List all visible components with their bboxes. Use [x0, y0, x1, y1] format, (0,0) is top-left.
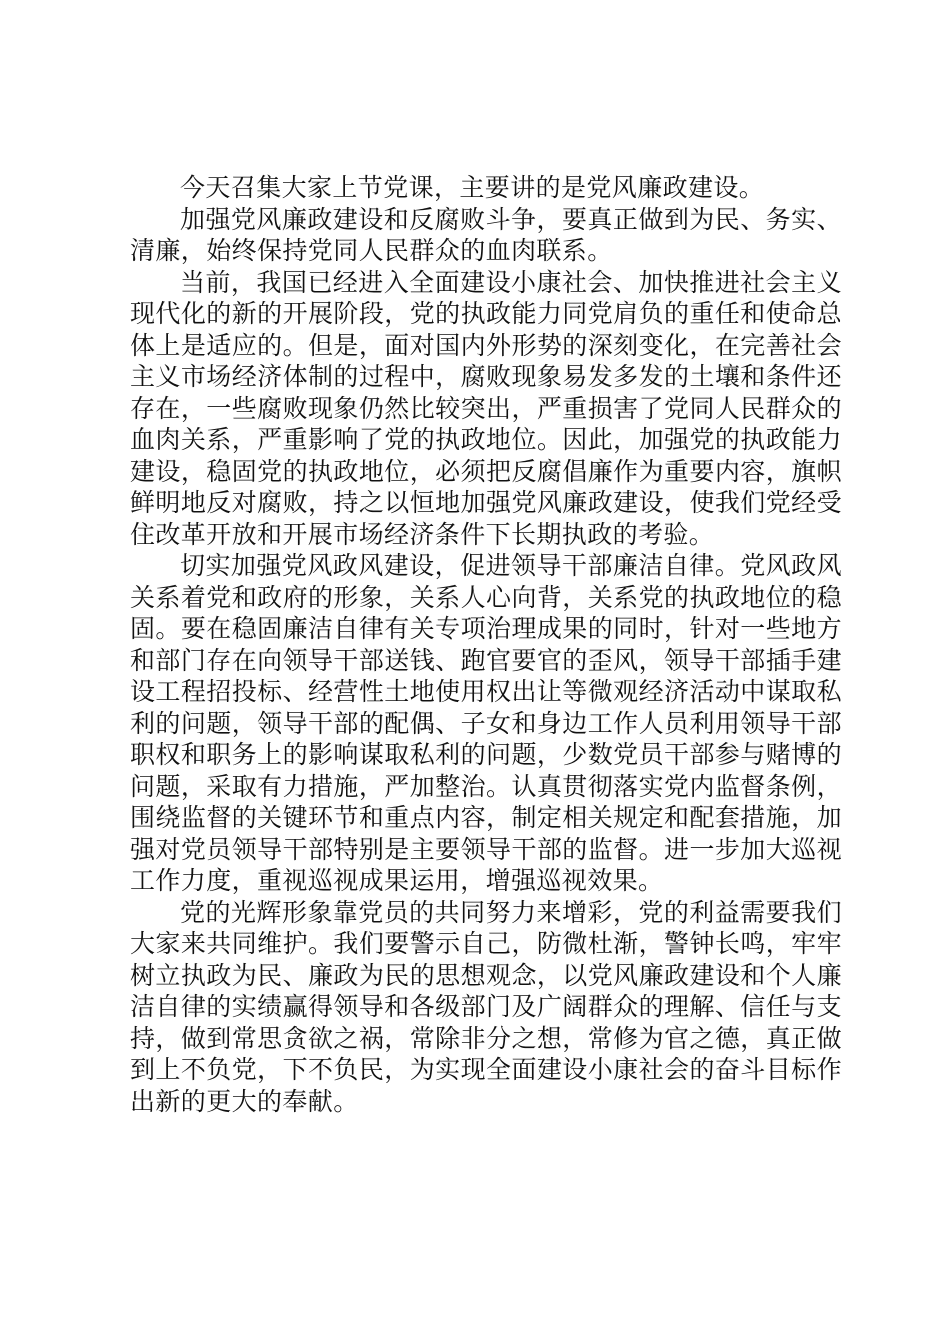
paragraph-opening: 今天召集大家上节党课，主要讲的是党风廉政建设。 [180, 173, 765, 202]
paragraph-conclusion: 党的光辉形象靠党员的共同努力来增彩，党的利益需要我们大家来共同维护。我们要警示自己，防微杜渐，警钟长鸣，牢牢树立执政为民、廉政为民的思想观念，以党风廉政建设和个人廉洁自律的实绩赢得领导和各级部门及广阔群众的理解、信任与支持，做到常思贪欲之祸，常除非分之想，常修为官之德，真正做到上不负党，下不负民，为实现全面建设小康社会的奋斗目标作出新的更大的奉献。 [130, 897, 842, 1116]
paragraph-party-style: 切实加强党风政风建设，促进领导干部廉洁自律。党风政风关系着党和政府的形象，关系人心向背，关系党的执政地位的稳固。要在稳固廉洁自律有关专项治理成果的同时，针对一些地方和部门存在向领导干部送钱、跑官要官的歪风，领导干部插手建设工程招投标、经营性土地使用权出让等微观经济活动中谋取私利的问题，领导干部的配偶、子女和身边工作人员利用领导干部职权和职务上的影响谋取私利的问题，少数党员干部参与赌博的问题，采取有力措施，严加整治。认真贯彻落实党内监督条例，围绕监督的关键环节和重点内容，制定相关规定和配套措施，加强对党员领导干部特别是主要领导干部的监督。进一步加大巡视工作力度，重视巡视成果运用，增强巡视效果。 [130, 551, 842, 895]
paragraph-current-situation: 当前，我国已经进入全面建设小康社会、加快推进社会主义现代化的新的开展阶段，党的执政能力同党肩负的重任和使命总体上是适应的。但是，面对国内外形势的深刻变化，在完善社会主义市场经济体制的过程中，腐败现象易发多发的土壤和条件还存在，一些腐败现象仍然比较突出，严重损害了党同人民群众的血肉关系，严重影响了党的执政地位。因此，加强党的执政能力建设，稳固党的执政地位，必须把反腐倡廉作为重要内容，旗帜鲜明地反对腐败，持之以恒地加强党风廉政建设，使我们党经受住改革开放和开展市场经济条件下长期执政的考验。 [130, 267, 842, 549]
document-body [130, 172, 842, 1117]
paragraph-anti-corruption: 加强党风廉政建设和反腐败斗争，要真正做到为民、务实、清廉，始终保持党同人民群众的血肉联系。 [130, 204, 842, 265]
